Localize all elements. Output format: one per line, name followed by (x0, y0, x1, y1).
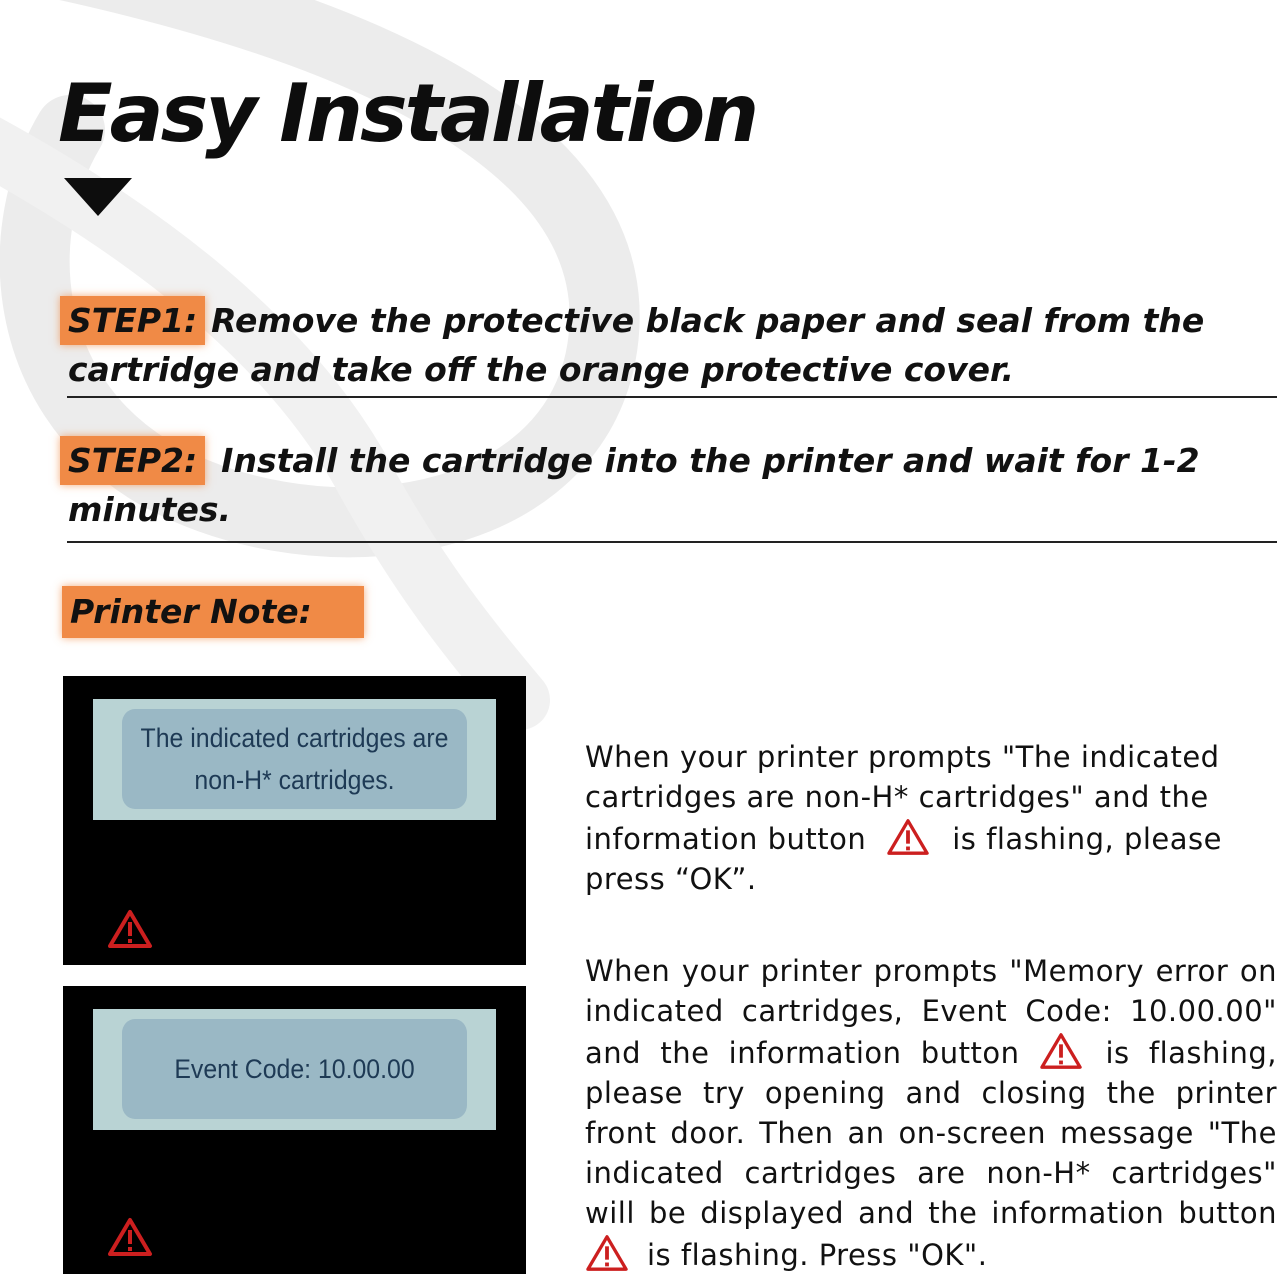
lcd-screen (122, 709, 467, 809)
lcd-message-line: Event Code: 10.00.00 (174, 1054, 415, 1084)
down-triangle-icon (64, 178, 132, 216)
note-text: is flashing. Press "OK". (647, 1238, 988, 1272)
lcd-message-line: non-H* cartridges. (194, 765, 395, 795)
lcd-frame (93, 1009, 496, 1130)
step-2-text: Install the cartridge into the printer and wait for 1-2 minutes. (68, 441, 1200, 529)
warning-triangle-icon (585, 1233, 629, 1273)
lcd-screen (122, 1019, 467, 1119)
note-text: is flashing, please try opening and closing the printer front door. Then an on-screen message "The indicated cartridges are non-H* cartridges" will be displayed and the information button (585, 1036, 1277, 1230)
note-paragraph-2 (585, 951, 1277, 1275)
warning-triangle-icon (1039, 1031, 1083, 1071)
note-text: When your printer prompts "Memory error on indicated cartridges, Event Code: 10.00.00" and the information button (585, 954, 1277, 1070)
printer-display-panel (63, 986, 526, 1274)
step-1 (68, 296, 1280, 394)
note-text: When your printer prompts "The indicated cartridges are non-H* cartridges" and the information button (585, 740, 1220, 856)
warning-triangle-icon (886, 817, 930, 857)
step-1-text: Remove the protective black paper and seal from the cartridge and take off the orange protective cover. (68, 301, 1205, 389)
warning-triangle-icon (107, 908, 153, 950)
divider (67, 396, 1277, 398)
printer-display-panel (63, 676, 526, 965)
step-2 (68, 436, 1280, 534)
note-text: is flashing, please press “OK”. (585, 822, 1222, 896)
step-2-label: STEP2: (60, 436, 205, 485)
page-title: Easy Installation (58, 67, 757, 160)
divider (67, 541, 1277, 543)
printer-note-heading: Printer Note: (62, 586, 364, 638)
lcd-frame (93, 699, 496, 820)
step-1-label: STEP1: (60, 296, 205, 345)
lcd-message-line: The indicated cartridges are (140, 723, 449, 753)
warning-triangle-icon (107, 1216, 153, 1258)
note-paragraph-1 (585, 737, 1277, 899)
